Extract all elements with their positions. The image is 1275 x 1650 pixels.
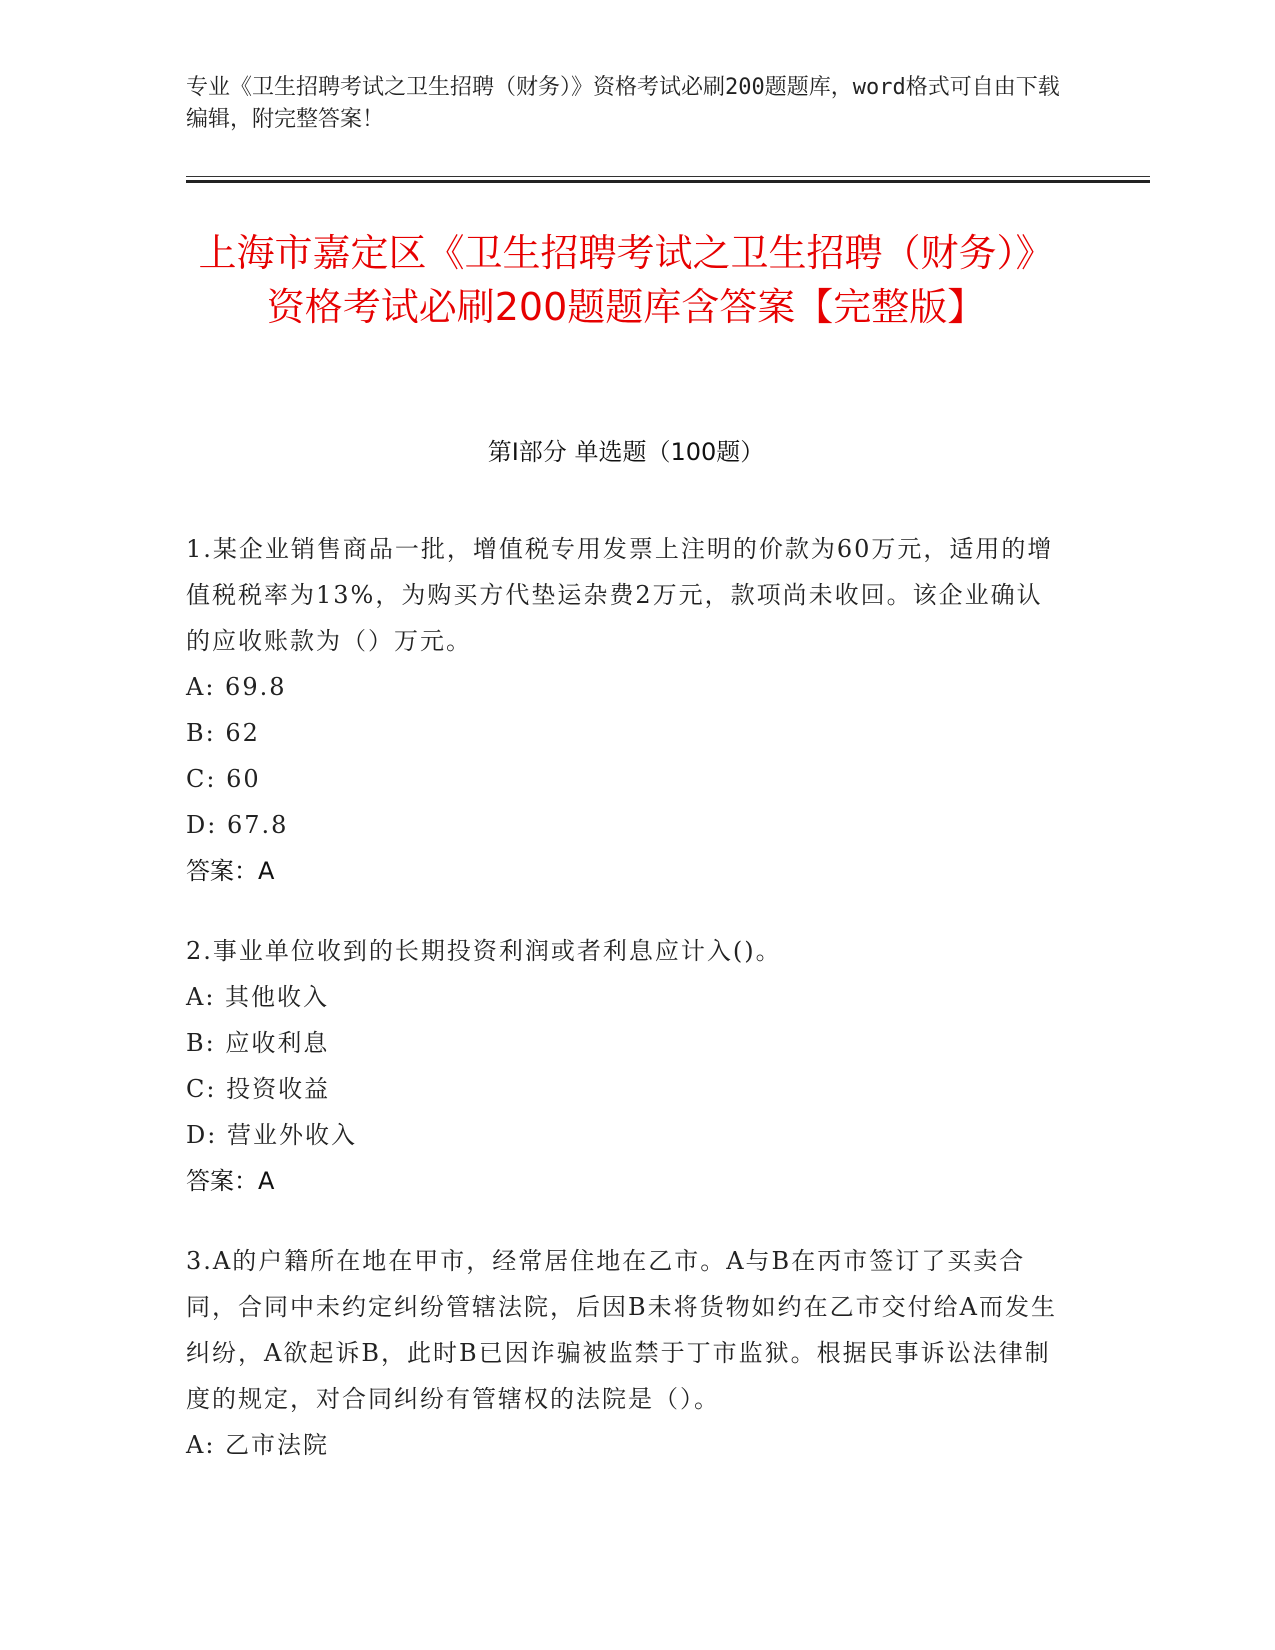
question-option: C: 投资收益: [186, 1075, 331, 1103]
question-1: [186, 526, 1066, 894]
section-heading: 第I部分 单选题（100题）: [487, 438, 765, 466]
question-option: B: 62: [186, 719, 260, 747]
header-divider-thin: [186, 176, 1150, 177]
question-option: D: 67.8: [186, 811, 289, 839]
header-divider-thick: [186, 180, 1150, 183]
question-option: A: 乙市法院: [186, 1431, 330, 1459]
question-option: B: 应收利息: [186, 1029, 330, 1057]
question-stem: 1.某企业销售商品一批，增值税专用发票上注明的价款为60万元，适用的增值税税率为13%，为购买方代垫运杂费2万元，款项尚未收回。该企业确认的应收账款为（）万元。: [186, 535, 1054, 655]
question-option: D: 营业外收入: [186, 1121, 357, 1149]
question-stem: 2.事业单位收到的长期投资利润或者利息应计入()。: [186, 937, 782, 965]
question-3: [186, 1238, 1066, 1468]
document-title: 上海市嘉定区《卫生招聘考试之卫生招聘（财务）》资格考试必刷200题题库含答案【完整版】: [198, 231, 1054, 329]
question-2: [186, 928, 1066, 1204]
question-stem: 3.A的户籍所在地在甲市，经常居住地在乙市。A与B在丙市签订了买卖合同，合同中未约定纠纷管辖法院，后因B未将货物如约在乙市交付给A而发生纠纷，A欲起诉B，此时B已因诈骗被监禁于丁市监狱。根据民事诉讼法律制度的规定，对合同纠纷有管辖权的法院是（）。: [186, 1247, 1057, 1413]
question-answer: 答案：A: [186, 1167, 275, 1195]
header-note: 专业《卫生招聘考试之卫生招聘（财务）》资格考试必刷200题题库，word格式可自由下载编辑，附完整答案！: [186, 75, 1060, 132]
question-option: A: 其他收入: [186, 983, 330, 1011]
question-answer: 答案：A: [186, 857, 275, 885]
question-list: [186, 526, 1066, 1502]
question-option: A: 69.8: [186, 673, 287, 701]
question-option: C: 60: [186, 765, 261, 793]
